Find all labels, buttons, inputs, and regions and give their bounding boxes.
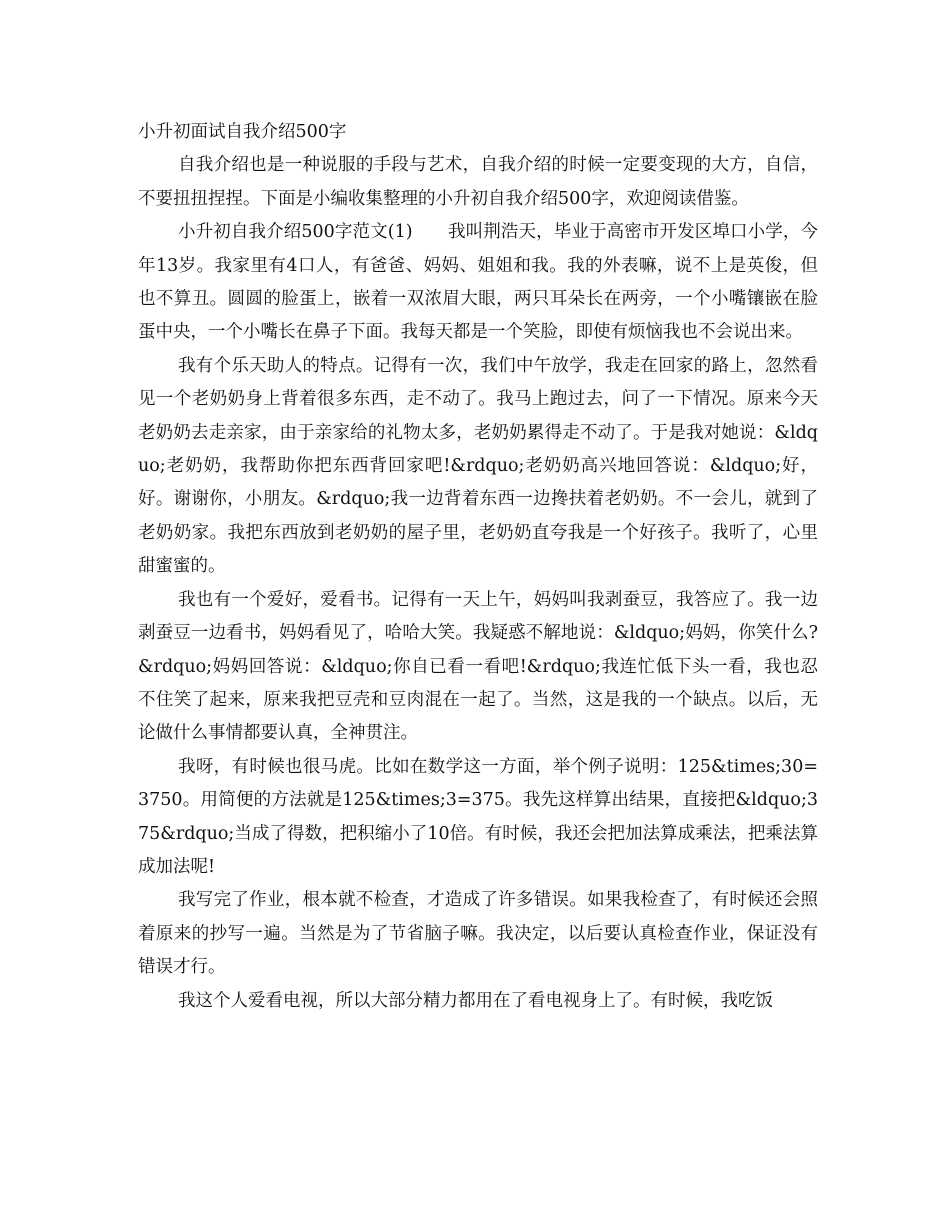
paragraph-careless: 我呀，有时候也很马虎。比如在数学这一方面，举个例子说明：125&times;30=3750。用简便的方法就是125&times;3=375。我先这样算出结果，直接把&ldquo;375&rdquo;当成了得数，把积缩小了10倍。有时候，我还会把加法算成乘法，把乘法算成加法呢! bbox=[138, 756, 818, 877]
document-body bbox=[138, 116, 818, 1018]
paragraph-reading: 我也有一个爱好，爱看书。记得有一天上午，妈妈叫我剥蚕豆，我答应了。我一边剥蚕豆一边看书，妈妈看见了，哈哈大笑。我疑惑不解地说：&ldquo;妈妈，你笑什么?&rdquo;妈妈回答说：&ldquo;你自已看一看吧!&rdquo;我连忙低下头一看，我也忍不住笑了起来，原来我把豆壳和豆肉混在一起了。当然，这是我的一个缺点。以后，无论做什么事情都要认真，全神贯注。 bbox=[138, 589, 818, 744]
paragraph-homework: 我写完了作业，根本就不检查，才造成了许多错误。如果我检查了，有时候还会照着原来的抄写一遍。当然是为了节省脑子嘛。我决定，以后要认真检查作业，保证没有错误才行。 bbox=[138, 890, 818, 978]
paragraph-intro: 自我介绍也是一种说服的手段与艺术，自我介绍的时候一定要变现的大方，自信，不要扭扭捏捏。下面是小编收集整理的小升初自我介绍500字，欢迎阅读借鉴。 bbox=[138, 155, 818, 209]
document-title: 小升初面试自我介绍500字 bbox=[138, 122, 347, 142]
paragraph-tv: 我这个人爱看电视，所以大部分精力都用在了看电视身上了。有时候，我吃饭 bbox=[178, 990, 773, 1011]
paragraph-helping: 我有个乐天助人的特点。记得有一次，我们中午放学，我走在回家的路上，忽然看见一个老奶奶身上背着很多东西，走不动了。我马上跑过去，问了一下情况。原来今天老奶奶去走亲家，由于亲家给的礼物太多，老奶奶累得走不动了。于是我对她说：&ldquo;老奶奶，我帮助你把东西背回家吧!&rdquo;老奶奶高兴地回答说：&ldquo;好，好。谢谢你，小朋友。&rdquo;我一边背着东西一边搀扶着老奶奶。不一会儿，就到了老奶奶家。我把东西放到老奶奶的屋子里，老奶奶直夸我是一个好孩子。我听了，心里甜蜜蜜的。 bbox=[138, 355, 818, 577]
paragraph-sample-1: 小升初自我介绍500字范文(1) 我叫荆浩天，毕业于高密市开发区埠口小学，今年13岁。我家里有4口人，有爸爸、妈妈、姐姐和我。我的外表嘛，说不上是英俊，但也不算丑。圆圆的脸蛋上，嵌着一双浓眉大眼，两只耳朵长在两旁，一个小嘴镶嵌在脸蛋中央，一个小嘴长在鼻子下面。我每天都是一个笑脸，即使有烦恼我也不会说出来。 bbox=[138, 222, 818, 343]
